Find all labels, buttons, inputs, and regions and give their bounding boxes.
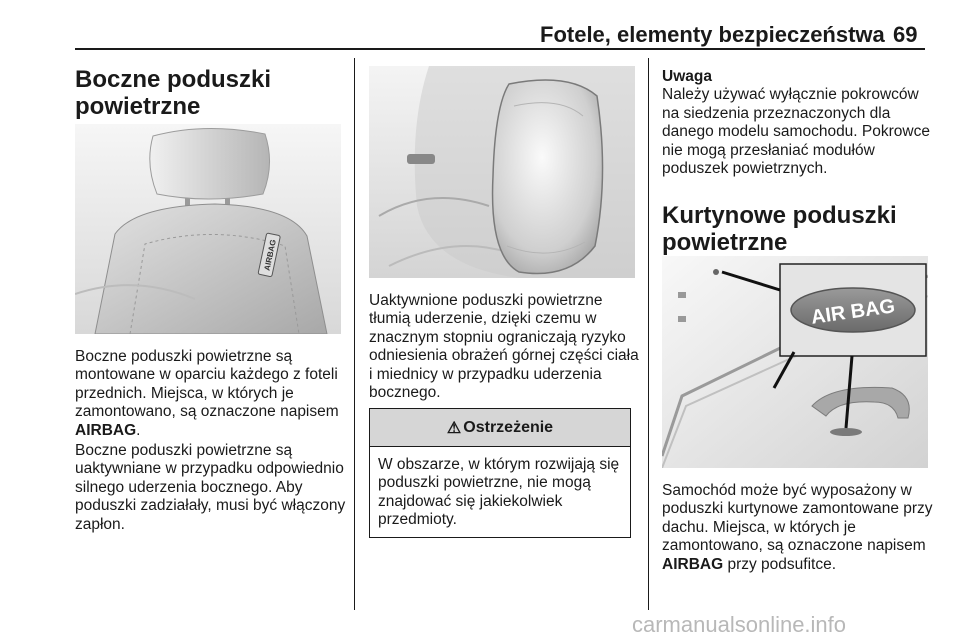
note-text: Należy używać wyłącznie pokrowców na siedzenia przeznaczonych dla danego modelu samochodu. Pokrowce nie mogą przesłaniać modułów poduszek powietrznych. xyxy=(662,86,930,178)
warning-triangle-icon: ⚠ xyxy=(446,419,462,437)
curtain-airbags-paragraph xyxy=(662,482,934,574)
curtain-airbags-heading: Kurtynowe poduszki powietrzne xyxy=(662,202,897,256)
page-number: 69 xyxy=(893,22,918,47)
warning-box xyxy=(369,408,631,538)
paragraph-text: Samochód może być wyposażony w poduszki kurtynowe zamontowane przy dachu. Miejsca, w których je zamontowano, są oznaczone napisem xyxy=(662,482,933,555)
paragraph-end: przy podsufitce. xyxy=(723,555,836,573)
column-divider-1 xyxy=(354,58,355,610)
side-airbags-paragraph-2: Boczne poduszki powietrzne są uaktywniane w przypadku odpowiednio silnego uderzenia bocznego. Aby poduszki zadziałały, musi być włączony zapłon. xyxy=(75,442,346,533)
paragraph-text: Boczne poduszki powietrzne są montowane w oparciu każdego z foteli przednich. Miejsca, w których je zamontowano, są oznaczone napisem xyxy=(75,348,339,421)
header-divider xyxy=(75,48,925,50)
warning-header xyxy=(370,409,630,447)
paragraph-end: . xyxy=(136,421,141,439)
note-title: Uwaga xyxy=(662,68,712,85)
column-divider-2 xyxy=(648,58,649,610)
curtain-airbag-figure xyxy=(662,256,928,468)
side-airbags-heading: Boczne poduszki powietrzne xyxy=(75,66,272,120)
watermark: carmanualsonline.info xyxy=(632,612,847,637)
air-bag-badge-label: AIR BAG xyxy=(809,295,897,329)
seat-side-airbag-figure xyxy=(75,124,341,334)
warning-text: W obszarze, w którym rozwijają się poduszki powietrzne, nie mogą znajdować się jakiekolwiek przedmioty. xyxy=(378,456,620,529)
deployed-airbag-paragraph: Uaktywnione poduszki powietrzne tłumią uderzenie, dzięki czemu w znacznym stopniu ograniczają ryzyko odniesienia obrażeń górnej części ciała i miednicy w przypadku uderzenia bocznego. xyxy=(369,292,639,402)
airbag-tag-label: AIRBAG xyxy=(262,238,278,272)
side-airbags-paragraph-1 xyxy=(75,348,347,440)
deployed-side-airbag-figure xyxy=(369,66,635,278)
airbag-keyword: AIRBAG xyxy=(75,421,137,439)
running-header-title: Fotele, elementy bezpieczeństwa xyxy=(540,22,885,47)
warning-title: Ostrzeżenie xyxy=(463,418,554,436)
note-block xyxy=(662,68,930,178)
airbag-keyword: AIRBAG xyxy=(662,555,724,573)
